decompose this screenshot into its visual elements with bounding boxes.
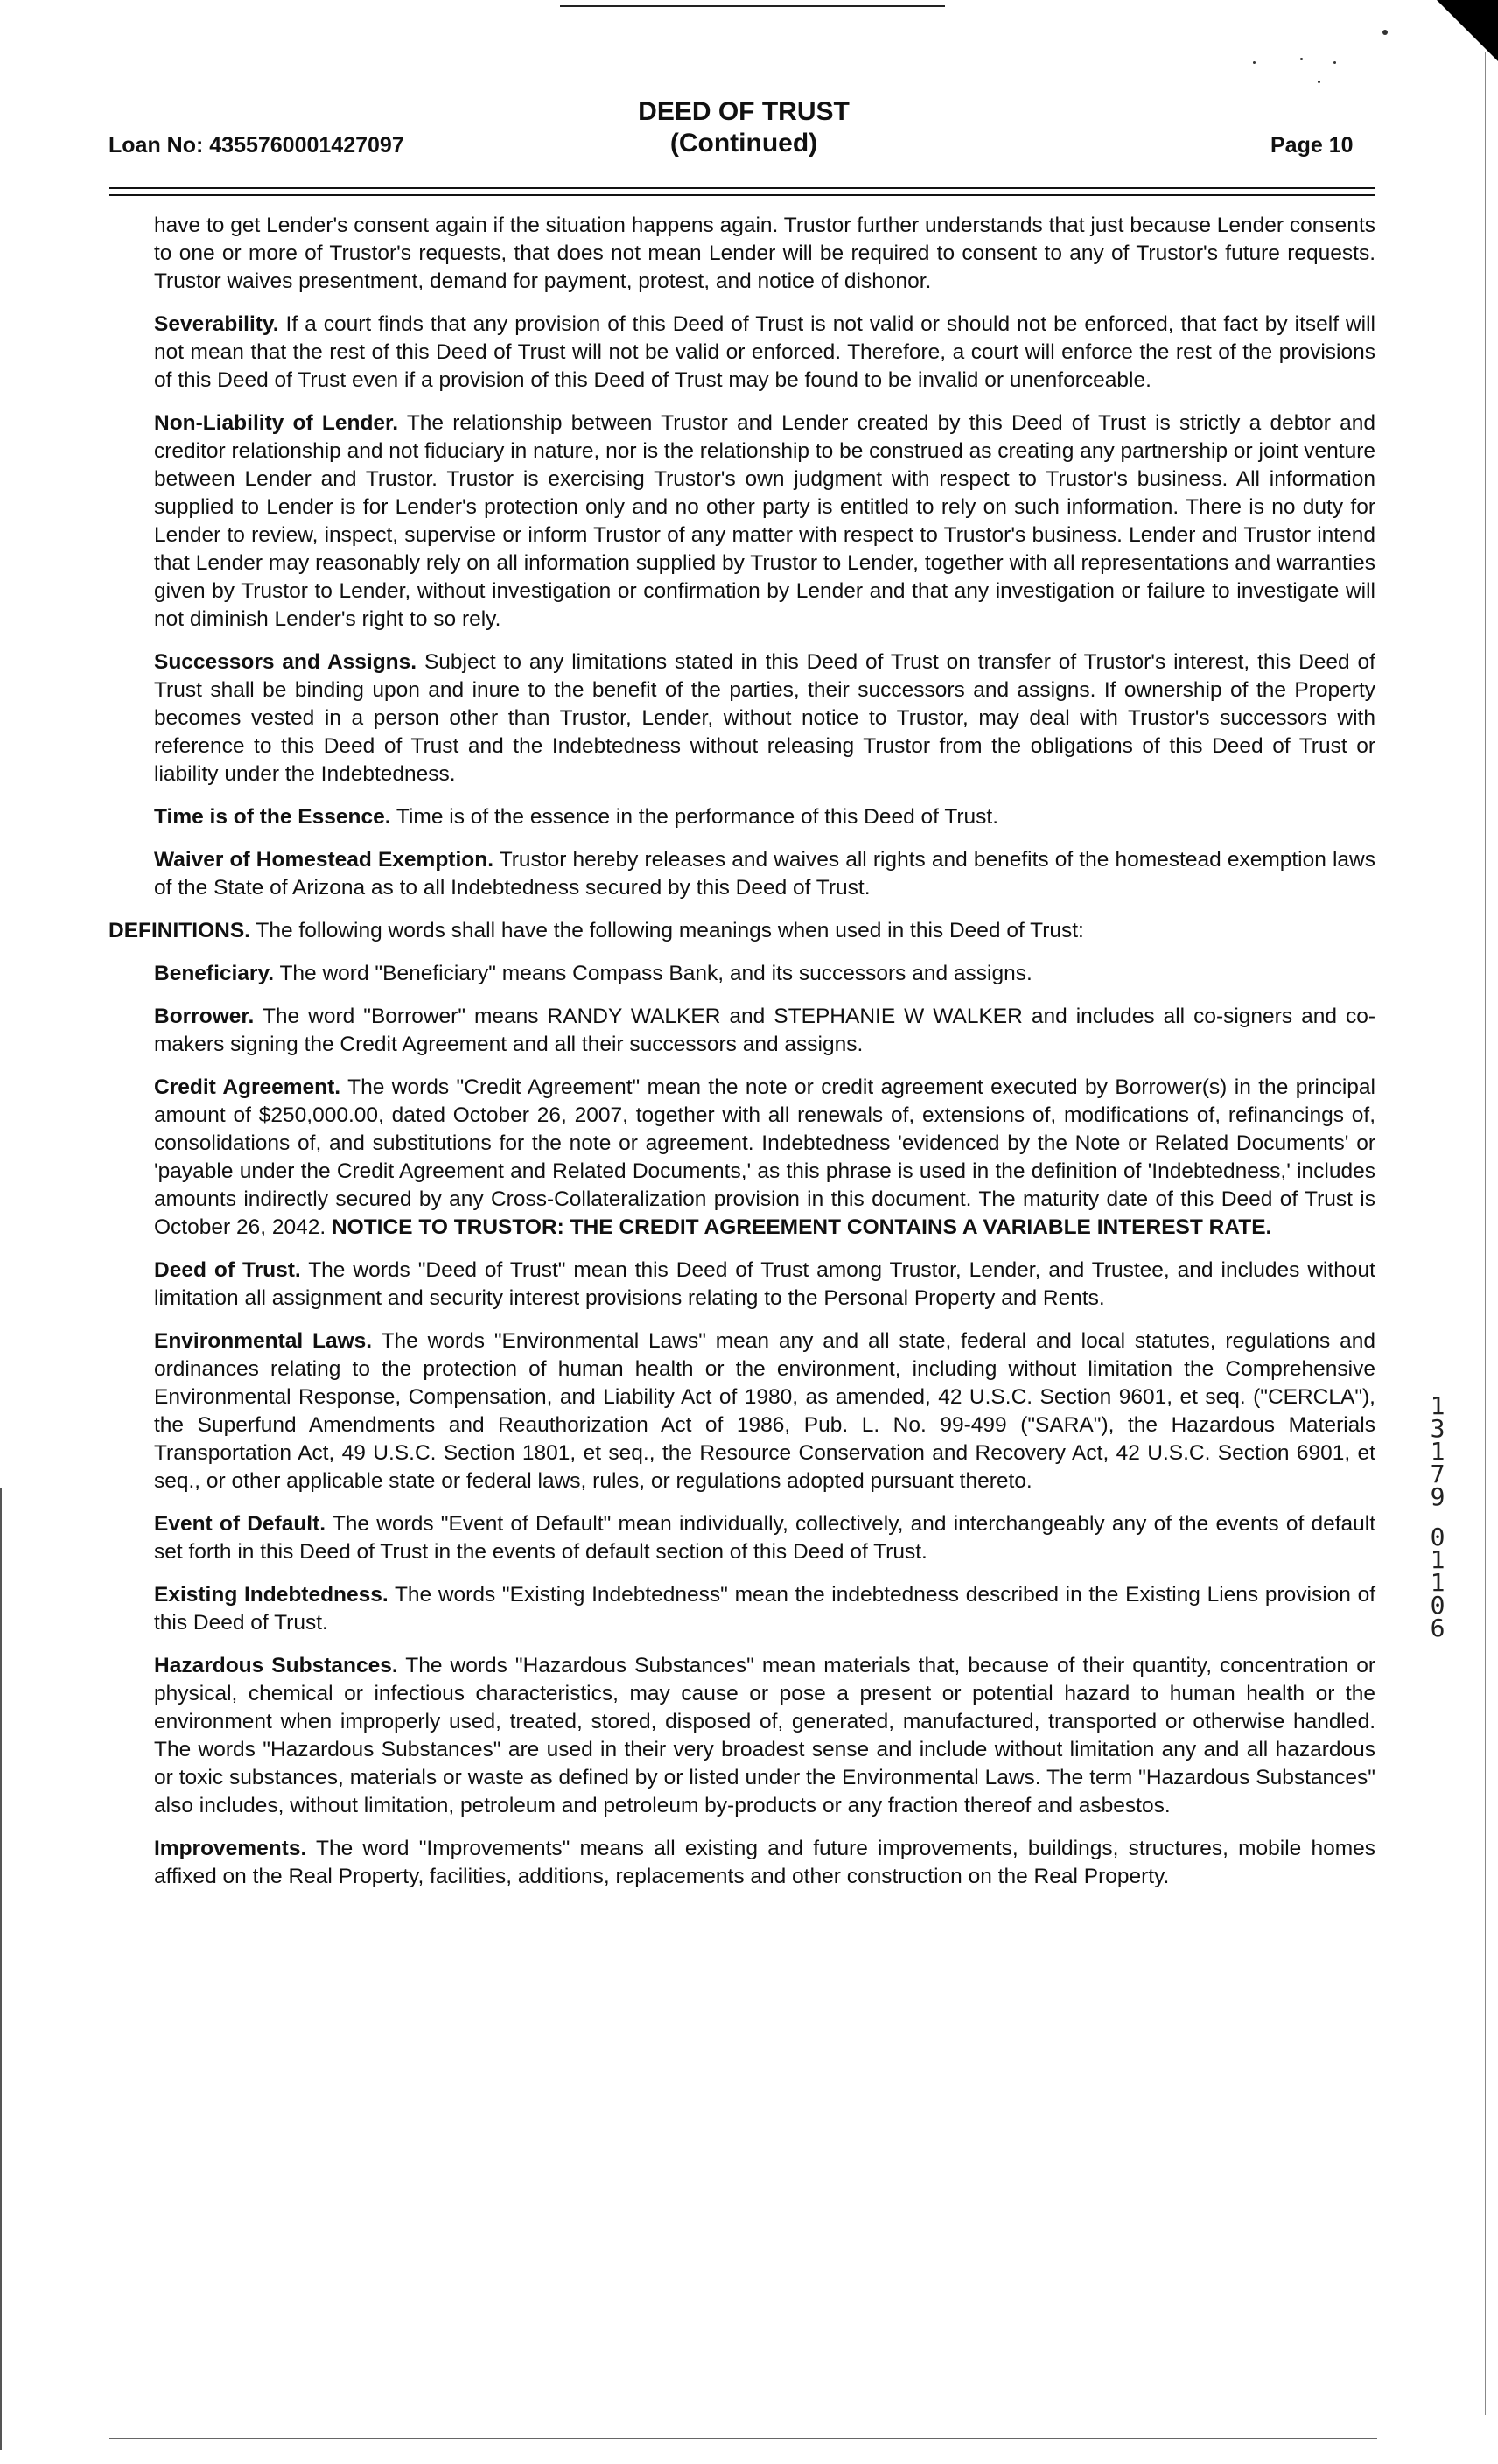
scan-speck [1382, 30, 1388, 35]
recording-stamp [1424, 1391, 1451, 1642]
paragraph-successors: Successors and Assigns. Subject to any limitations stated in this Deed of Trust on transfer of Trustor's interest, this Deed of Trust shall be binding upon and inure to the benefit of the parties, their successors and assigns. If ownership of the Property becomes vested in a person other than Trustor, Lender, without notice to Trustor, may deal with Trustor's successors with reference to this Deed of Trust and the Indebtedness without releasing Trustor from the obligations of this Deed of Trust or liability under the Indebtedness. [154, 650, 1376, 786]
stamp-digit: 6 [1430, 1614, 1446, 1642]
definition-borrower: Borrower. The word "Borrower" means RANDY WALKER and STEPHANIE W WALKER and includes all co-signers and co-makers signing the Credit Agreement and all their successors and assigns. [154, 1004, 1376, 1056]
scan-edge-left [0, 1488, 2, 2450]
stamp-digit: 0 [1430, 1522, 1446, 1551]
scan-speck [1300, 58, 1303, 60]
document-body [108, 212, 1376, 1906]
header-rule [108, 194, 1376, 196]
loan-number: Loan No: 4355760001427097 [108, 133, 404, 158]
stamp-digit: 1 [1430, 1437, 1446, 1466]
scan-speck [1334, 61, 1336, 64]
definition-credit-agreement: Credit Agreement. The words "Credit Agreement" mean the note or credit agreement executed by Borrower(s) in the principal amount of $250,000.00, dated October 26, 2007, together with all renewals of, extensions of, modifications of, refinancings of, consolidations of, and substitutions for the note or agreement. Indebtedness 'evidenced by the Note or Related Documents' or 'payable under the Credit Agreement and Related Documents,' as this phrase is used in the definition of 'Indebtedness,' includes amounts indirectly secured by any Cross-Collateralization provision in this document. The maturity date of this Deed of Trust is October 26, 2042. NOTICE TO TRUSTOR: THE CREDIT AGREEMENT CONTAINS A VARIABLE INTEREST RATE. [154, 1075, 1376, 1239]
definition-hazardous-substances: Hazardous Substances. The words "Hazardous Substances" mean materials that, because of their quantity, concentration or physical, chemical or infectious characteristics, may cause or pose a present or potential hazard to human health or the environment when improperly used, treated, stored, disposed of, generated, manufactured, transported or otherwise handled. The words "Hazardous Substances" are used in their very broadest sense and include without limitation any and all hazardous or toxic substances, materials or waste as defined by or listed under the Environmental Laws. The term "Hazardous Substances" also includes, without limitation, petroleum and petroleum by-products or any fraction thereof and asbestos. [154, 1654, 1376, 1817]
scan-speck [1318, 80, 1320, 83]
paragraph-homestead: Waiver of Homestead Exemption. Trustor hereby releases and waives all rights and benefits of the homestead exemption laws of the State of Arizona as to all Indebtedness secured by this Deed of Trust. [154, 848, 1376, 900]
page-bottom-line [108, 2438, 1377, 2439]
paragraph-non-liability: Non-Liability of Lender. The relationship between Trustor and Lender created by this Deed of Trust is strictly a debtor and creditor relationship and not fiduciary in nature, nor is the relationship to be construed as creating any partnership or joint venture between Lender and Trustor. Trustor is exercising Trustor's own judgment with respect to Trustor's business. All information supplied to Lender is for Lender's protection only and no other party is entitled to rely on such information. There is no duty for Lender to review, inspect, supervise or inform Trustor of any matter with respect to Trustor's business. Lender and Trustor intend that Lender may reasonably rely on all information supplied by Trustor to Lender, together with all representations and warranties given by Trustor to Lender, without investigation or confirmation by Lender and that any investigation or failure to investigate will not diminish Lender's right to so rely. [154, 411, 1376, 631]
paragraph-severability: Severability. If a court finds that any provision of this Deed of Trust is not valid or should not be enforced, that fact by itself will not mean that the rest of this Deed of Trust will not be valid or enforced. Therefore, a court will enforce the rest of the provisions of this Deed of Trust even if a provision of this Deed of Trust may be found to be invalid or unenforceable. [154, 312, 1376, 392]
stamp-digit: 9 [1430, 1482, 1446, 1511]
title-continued: (Continued) [669, 129, 818, 158]
page-header [0, 94, 1498, 164]
definition-improvements: Improvements. The word "Improvements" means all existing and future improvements, buildings, structures, mobile homes affixed on the Real Property, facilities, additions, replacements and other construction on the Real Property. [154, 1837, 1376, 1888]
page-number: Page 10 [1270, 133, 1354, 158]
scan-corner-mark [1437, 0, 1498, 61]
paragraph-time-essence: Time is of the Essence. Time is of the essence in the performance of this Deed of Trust. [154, 805, 999, 829]
definition-existing-indebtedness: Existing Indebtedness. The words "Existing Indebtedness" mean the indebtedness described in the Existing Liens provision of this Deed of Trust. [154, 1583, 1376, 1634]
definition-environmental-laws: Environmental Laws. The words "Environmental Laws" mean any and all state, federal and local statutes, regulations and ordinances relating to the protection of human health or the environment, including without limitation the Comprehensive Environmental Response, Compensation, and Liability Act of 1980, as amended, 42 U.S.C. Section 9601, et seq. ("CERCLA"), the Superfund Amendments and Reauthorization Act of 1986, Pub. L. No. 99-499 ("SARA"), the Hazardous Materials Transportation Act, 49 U.S.C. Section 1801, et seq., the Resource Conservation and Recovery Act, 42 U.S.C. Section 6901, et seq., or other applicable state or federal laws, rules, or regulations adopted pursuant thereto. [154, 1329, 1376, 1493]
paragraph-continuation: have to get Lender's consent again if the situation happens again. Trustor further understands that just because Lender consents to one or more of Trustor's requests, that does not mean Lender will be required to consent to any of Trustor's future requests. Trustor waives presentment, demand for payment, protest, and notice of dishonor. [154, 214, 1376, 293]
scan-speck [1253, 61, 1256, 64]
stamp-digit: 0 [1430, 1591, 1446, 1620]
title-main: DEED OF TRUST [638, 97, 850, 126]
definitions-heading: DEFINITIONS. The following words shall have the following meanings when used in this Deed of Trust: [108, 919, 1084, 942]
header-rule [108, 187, 1376, 189]
stamp-digit: 1 [1430, 1391, 1446, 1420]
document-title [525, 96, 962, 159]
scan-top-line [560, 5, 945, 7]
definition-event-of-default: Event of Default. The words "Event of Default" mean individually, collectively, and interchangeably any of the events of default set forth in this Deed of Trust in the events of default section of this Deed of Trust. [154, 1512, 1376, 1564]
definition-deed-of-trust: Deed of Trust. The words "Deed of Trust" mean this Deed of Trust among Trustor, Lender, and Trustee, and includes without limitation all assignment and security interest provisions relating to the Personal Property and Rents. [154, 1258, 1376, 1310]
stamp-digit: 3 [1430, 1414, 1446, 1443]
definition-beneficiary: Beneficiary. The word "Beneficiary" means Compass Bank, and its successors and assigns. [154, 962, 1032, 985]
stamp-digit: 1 [1430, 1545, 1446, 1574]
stamp-digit: 7 [1430, 1460, 1446, 1488]
stamp-digit: 1 [1430, 1568, 1446, 1597]
scan-edge-right [1485, 52, 1486, 2415]
